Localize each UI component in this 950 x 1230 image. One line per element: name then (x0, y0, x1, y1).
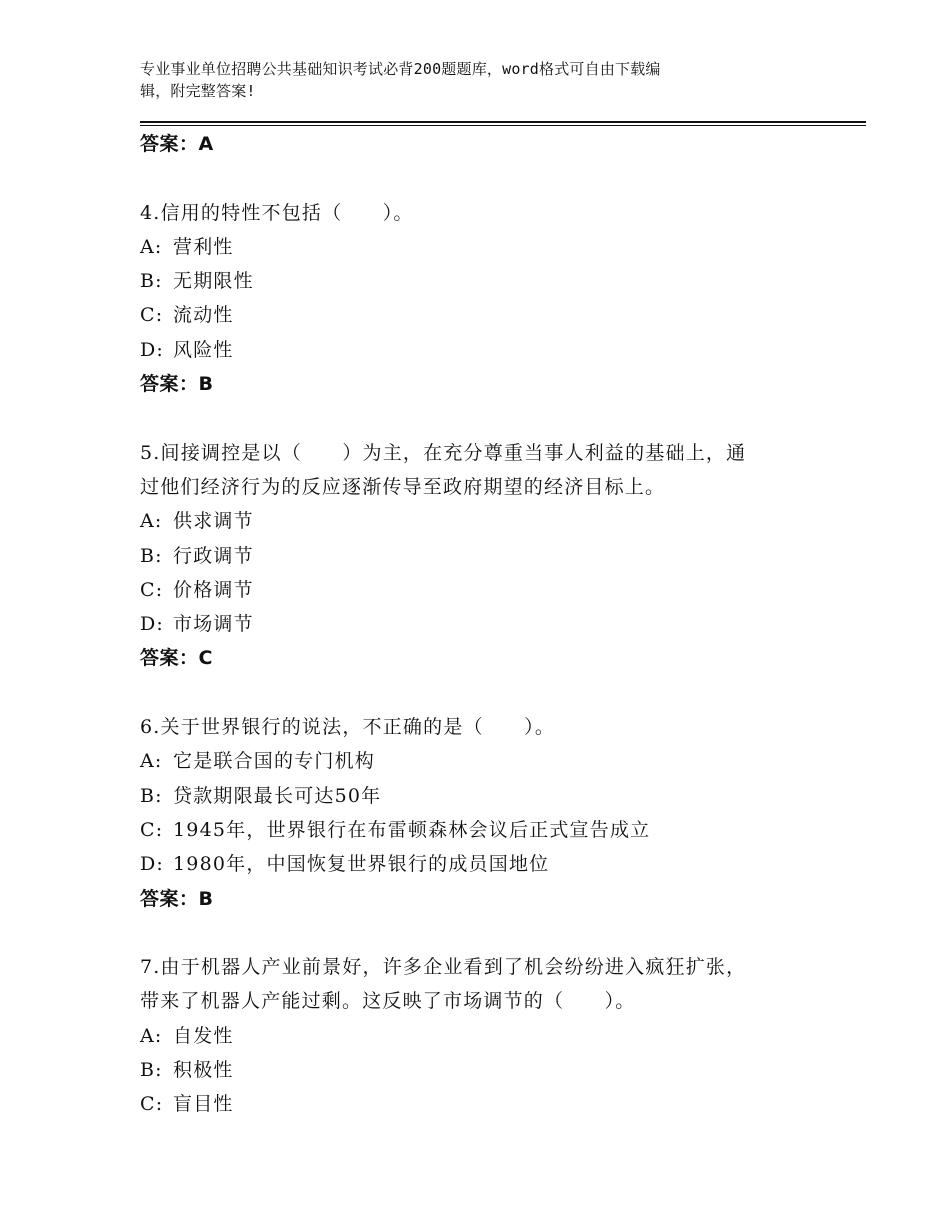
question-4-option-c (140, 298, 860, 332)
option-text: 盲目性 (173, 1093, 234, 1116)
option-text: 流动性 (173, 304, 234, 327)
option-letter: D: (140, 613, 165, 636)
option-letter: A: (140, 235, 163, 258)
option-text: 自发性 (173, 1024, 234, 1047)
option-letter: A: (140, 510, 163, 533)
answer-5: 答案：C (140, 647, 213, 670)
option-text: 营利性 (173, 235, 234, 258)
option-text: 供求调节 (173, 510, 254, 533)
question-4-option-d (140, 333, 860, 367)
option-letter: C: (140, 578, 164, 601)
option-letter: B: (140, 544, 163, 567)
page-header (140, 58, 790, 102)
question-6-option-b (140, 779, 860, 813)
question-7-text-line-2: 带来了机器人产能过剩。这反映了市场调节的（ ）。 (140, 990, 636, 1013)
answer-6: 答案：B (140, 887, 214, 910)
question-7-option-b (140, 1053, 860, 1087)
option-letter: A: (140, 750, 163, 773)
answer-4: 答案：B (140, 373, 214, 396)
option-letter: B: (140, 270, 163, 293)
spacer (140, 676, 860, 710)
option-letter: D: (140, 853, 165, 876)
spacer (140, 916, 860, 950)
header-line-1: 专业事业单位招聘公共基础知识考试必背200题题库，word格式可自由下载编 (140, 60, 661, 78)
question-6-option-d (140, 847, 860, 881)
option-text: 无期限性 (173, 270, 254, 293)
question-7-text-line-1: 7.由于机器人产业前景好，许多企业看到了机会纷纷进入疯狂扩张， (140, 956, 747, 979)
question-6-text: 6.关于世界银行的说法，不正确的是（ ）。 (140, 716, 556, 739)
question-5-option-d (140, 607, 860, 641)
spacer (140, 401, 860, 435)
option-text: 行政调节 (173, 544, 254, 567)
option-letter: B: (140, 784, 163, 807)
answer-3: 答案：A (140, 133, 214, 155)
option-letter: B: (140, 1059, 163, 1082)
option-text: 积极性 (173, 1059, 234, 1082)
question-5-text-line-1: 5.间接调控是以（ ）为主，在充分尊重当事人利益的基础上，通 (140, 441, 747, 464)
spacer (140, 161, 860, 195)
option-text: 1980年，中国恢复世界银行的成员国地位 (173, 853, 550, 876)
option-letter: D: (140, 338, 165, 361)
option-text: 风险性 (173, 338, 234, 361)
option-text: 它是联合国的专门机构 (173, 750, 376, 773)
option-letter: C: (140, 304, 164, 327)
header-rule-thin (140, 125, 866, 126)
header-rule-thick (140, 121, 866, 123)
option-letter: C: (140, 818, 164, 841)
option-text: 贷款期限最长可达50年 (173, 784, 382, 807)
question-5-option-a (140, 504, 860, 538)
option-text: 市场调节 (173, 613, 254, 636)
question-7-option-a (140, 1019, 860, 1053)
option-text: 1945年，世界银行在布雷顿森林会议后正式宣告成立 (173, 818, 651, 841)
option-letter: C: (140, 1093, 164, 1116)
option-letter: A: (140, 1024, 163, 1047)
question-4-option-b (140, 264, 860, 298)
question-6-option-c (140, 813, 860, 847)
question-5-text-line-2: 过他们经济行为的反应逐渐传导至政府期望的经济目标上。 (140, 475, 666, 498)
option-text: 价格调节 (173, 578, 254, 601)
question-4-option-a (140, 230, 860, 264)
question-6-option-a (140, 744, 860, 778)
header-line-2: 辑，附完整答案! (140, 82, 256, 100)
question-5-option-b (140, 539, 860, 573)
question-content (140, 127, 860, 1122)
question-7-option-c (140, 1087, 860, 1121)
question-5-option-c (140, 573, 860, 607)
question-4-text: 4.信用的特性不包括（ ）。 (140, 201, 414, 224)
